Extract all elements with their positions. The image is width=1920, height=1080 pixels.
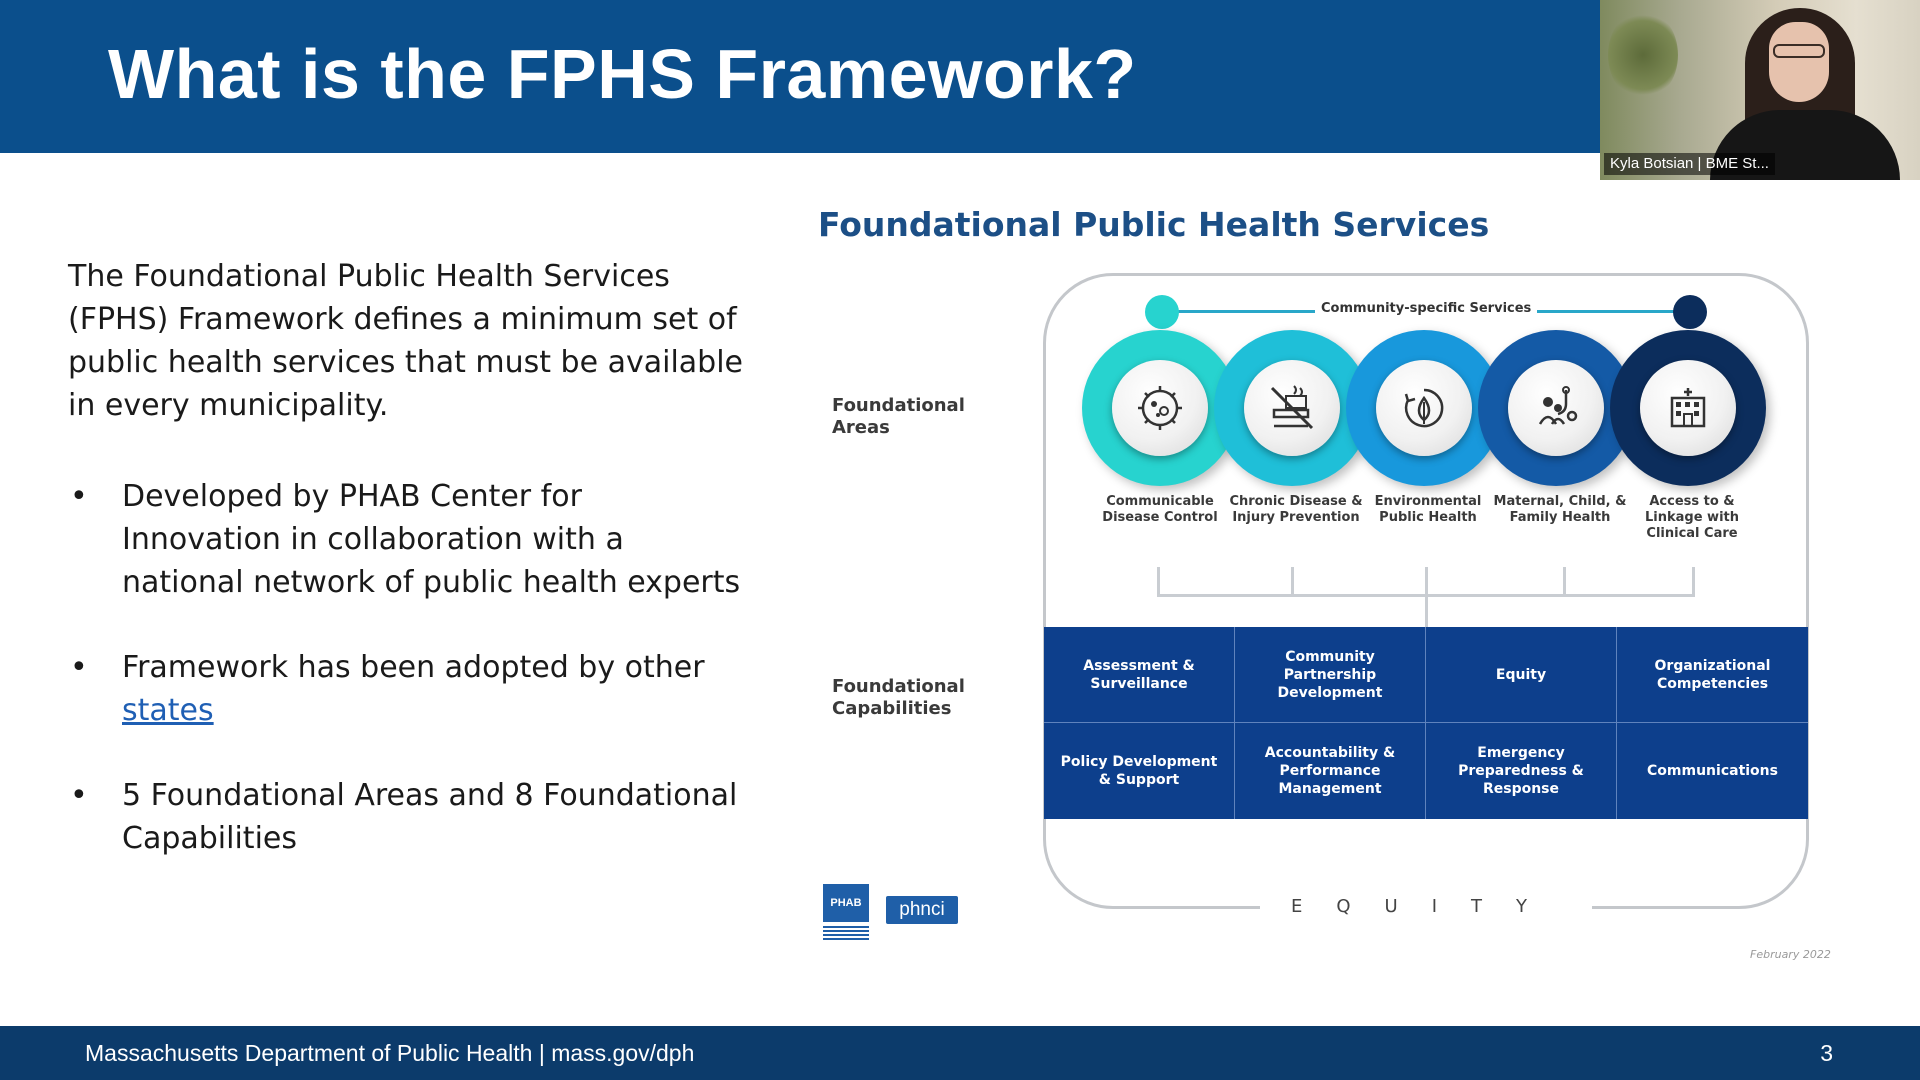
- intro-paragraph: The Foundational Public Health Services (FPHS) Framework defines a minimum set of public health services that must be available in every municipality.: [68, 259, 743, 423]
- area-icon-holder: [1508, 360, 1604, 456]
- area-label: Access to & Linkage with Clinical Care: [1645, 494, 1739, 541]
- page-number: 3: [1820, 1040, 1833, 1066]
- area-icon-holder: [1112, 360, 1208, 456]
- bullet-item: [68, 475, 748, 604]
- phnci-logo: phnci: [886, 896, 958, 924]
- states-link[interactable]: states: [122, 693, 214, 728]
- area-icon-holder: [1640, 360, 1736, 456]
- phab-logo: [823, 884, 869, 942]
- slide-header: [0, 0, 1600, 153]
- community-services-label: Community-specific Services: [1315, 301, 1537, 316]
- bullet-text: 5 Foundational Areas and 8 Foundational Capabilities: [122, 778, 738, 856]
- capability-cell: Assessment & Surveillance: [1044, 627, 1235, 723]
- capability-cell: Equity: [1426, 627, 1617, 723]
- bullet-dot-icon: •: [70, 650, 88, 685]
- bracket-tick: [1425, 567, 1428, 594]
- area-label: Maternal, Child, & Family Health: [1493, 494, 1627, 525]
- participant-face: [1769, 22, 1829, 102]
- bracket-stem: [1425, 595, 1428, 627]
- bullet-item: [68, 774, 748, 860]
- community-line-end-dot: [1673, 295, 1707, 329]
- background-plant: [1608, 10, 1678, 100]
- phab-logo-text: PHAB: [823, 884, 869, 922]
- slide-title: What is the FPHS Framework?: [108, 35, 1137, 113]
- capability-cell: Policy Development & Support: [1044, 723, 1235, 819]
- area-icon-holder: [1244, 360, 1340, 456]
- capability-cell: Accountability & Performance Management: [1235, 723, 1426, 819]
- capability-cell: Organizational Competencies: [1617, 627, 1808, 723]
- virus-icon: [1132, 380, 1188, 436]
- bullet-text: Developed by PHAB Center for Innovation in collaboration with a national network of public health experts: [122, 479, 741, 600]
- participant-name: Kyla Botsian | BME St...: [1604, 153, 1775, 175]
- area-icon-holder: [1376, 360, 1472, 456]
- capability-cell: Community Partnership Development: [1235, 627, 1426, 723]
- foundational-capabilities-label: Foundational Capabilities: [832, 676, 965, 719]
- leaf-cycle-icon: [1396, 380, 1452, 436]
- hospital-icon: [1660, 380, 1716, 436]
- area-circle-clinical: [1610, 330, 1766, 486]
- participant-video-tile[interactable]: [1600, 0, 1920, 180]
- bullet-item: [68, 646, 748, 732]
- family-stethoscope-icon: [1528, 380, 1584, 436]
- bracket-tick: [1291, 567, 1294, 594]
- bullet-dot-icon: •: [70, 479, 88, 514]
- graphic-date: February 2022: [1750, 948, 1831, 961]
- area-label: Chronic Disease & Injury Prevention: [1229, 494, 1363, 525]
- capability-cell: Communications: [1647, 763, 1778, 779]
- bracket-tick: [1563, 567, 1566, 594]
- bullet-text: Framework has been adopted by other: [122, 650, 705, 685]
- footer-org: Massachusetts Department of Public Health | mass.gov/dph: [85, 1040, 695, 1066]
- capabilities-grid: [1044, 627, 1808, 819]
- area-label: Environmental Public Health: [1374, 494, 1482, 525]
- capability-cell: Emergency Preparedness & Response: [1426, 723, 1617, 819]
- bullet-list: [68, 475, 748, 902]
- community-line-start-dot: [1145, 295, 1179, 329]
- bullet-dot-icon: •: [70, 778, 88, 813]
- phab-logo-lines: [823, 926, 869, 940]
- equity-label: EQUITY: [1260, 896, 1592, 917]
- no-smoking-icon: [1264, 380, 1320, 436]
- foundational-areas-label: Foundational Areas: [832, 395, 965, 438]
- graphic-title: Foundational Public Health Services: [818, 205, 1490, 244]
- area-label: Communicable Disease Control: [1102, 494, 1218, 525]
- slide-footer: [0, 1026, 1920, 1080]
- participant-glasses: [1773, 44, 1825, 58]
